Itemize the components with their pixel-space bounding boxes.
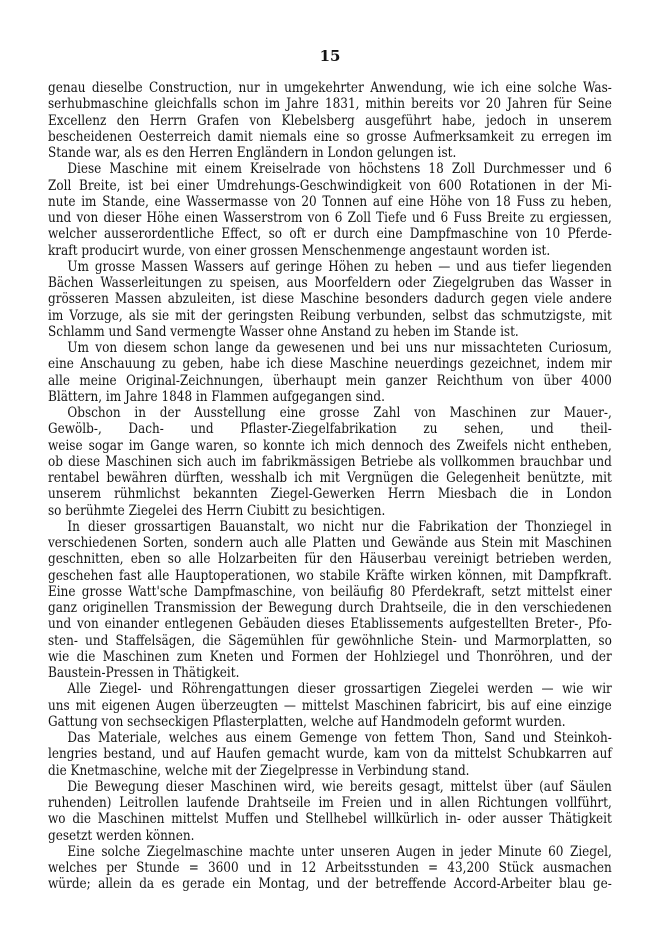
text-line: Diese Maschine mit einem Kreiselrade von höchstens 18 Zoll Durchmesser und 6 bbox=[67, 161, 612, 178]
text-line: wie die Maschinen zum Kneten und Formen der Hohlziegel und Thonröhren, und der bbox=[48, 648, 612, 665]
text-line: Um von diesem schon lange da gewesenen und bei uns nur missachteten Curiosum, bbox=[67, 340, 612, 356]
text-line: rentabel bewähren dürften, wesshalb ich mit Vergnügen die Gelegenheit benützte, mit bbox=[48, 470, 612, 486]
text-line: wo die Maschinen mittelst Muffen und Stellhebel willkürlich in- oder ausser Thätigkeit bbox=[48, 811, 612, 828]
text-line: In dieser grossartigen Bauanstalt, wo nicht nur die Fabrikation der Thonziegel in bbox=[67, 518, 612, 535]
text-line: Um grosse Massen Wassers auf geringe Höhen zu heben — und aus tiefer liegenden bbox=[67, 258, 612, 275]
text-line: nute im Stande, eine Wassermasse von 20 Tonnen auf eine Höhe von 18 Fuss zu heben, bbox=[48, 193, 612, 210]
text-line: Blättern, im Jahre 1848 in Flammen aufgegangen sind. bbox=[48, 388, 385, 405]
text-line: Das Materiale, welches aus einem Gemenge von fettem Thon, Sand und Steinkoh- bbox=[67, 730, 612, 746]
text-line: Obschon in der Ausstellung eine grosse Zahl von Maschinen zur Mauer-, bbox=[67, 405, 612, 421]
text-line: sten- und Staffelsägen, die Sägemühlen für gewöhnliche Stein- und Marmorplatten, so bbox=[48, 632, 612, 649]
text-line: Die Bewegung dieser Maschinen wird, wie bereits gesagt, mittelst über (auf Säulen bbox=[67, 778, 612, 795]
text-line: eine Anschauung zu geben, habe ich diese Maschine neuerdings gezeichnet, indem mir bbox=[48, 356, 612, 373]
text-line: geschnitten, eben so alle Holzarbeiten für den Häuserbau vereinigt betrieben werden, bbox=[48, 551, 612, 568]
text-line: Zoll Breite, ist bei einer Umdrehungs-Geschwindigkeit von 600 Rotationen in der Mi- bbox=[48, 177, 612, 194]
text-line: und von dieser Höhe einen Wasserstrom von 6 Zoll Tiefe und 6 Fuss Breite zu ergiessen, bbox=[48, 210, 612, 226]
text-line: Eine solche Ziegelmaschine machte unter unseren Augen in jeder Minute 60 Ziegel, bbox=[67, 843, 612, 860]
text-line: und von einander entlegenen Gebäuden dieses Etablissements aufgestellten Breter-, Pfo- bbox=[48, 616, 612, 633]
body-text bbox=[48, 80, 612, 893]
text-line: ganz originellen Transmission der Bewegung durch Drahtseile, die in den verschiedenen bbox=[48, 600, 612, 616]
text-line: Gewölb-, Dach- und Pflaster-Ziegelfabrikation zu sehen, und theil- bbox=[48, 421, 612, 438]
text-line: ob diese Maschinen sich auch im fabrikmässigen Betriebe als vollkommen brauchbar und bbox=[48, 453, 612, 470]
text-line: ruhenden) Leitrollen laufende Drahtseile im Freien und in allen Richtungen vollführt, bbox=[48, 795, 612, 811]
text-line: die Knetmaschine, welche mit der Ziegelpresse in Verbindung stand. bbox=[48, 762, 470, 779]
text-line: uns mit eigenen Augen überzeugten — mittelst Maschinen fabricirt, bis auf eine einzige bbox=[48, 697, 612, 714]
text-line: verschiedenen Sorten, sondern auch alle Platten und Gewände aus Stein mit Maschinen bbox=[48, 535, 612, 551]
text-line: weise sogar im Gange waren, so konnte ich mich dennoch des Zweifels nicht entheben, bbox=[48, 437, 612, 454]
text-line: alle meine Original-Zeichnungen, überhaupt mein ganzer Reichthum von über 4000 bbox=[48, 372, 612, 389]
text-line: bescheidenen Oesterreich damit niemals eine so grosse Aufmerksamkeit zu erregen im bbox=[48, 128, 612, 145]
text-line: lengries bestand, und auf Haufen gemacht wurde, kam von da mittelst Schubkarren auf bbox=[48, 746, 612, 763]
text-line: welches per Stunde = 3600 und in 12 Arbeitsstunden = 43,200 Stück ausmachen bbox=[48, 860, 612, 876]
text-line: Bächen Wasserleitungen zu speisen, aus Moorfeldern oder Ziegelgruben das Wasser in bbox=[48, 275, 612, 291]
text-line: genau dieselbe Construction, nur in umgekehrter Anwendung, wie ich eine solche Was- bbox=[48, 80, 612, 96]
text-line: grösseren Massen abzuleiten, ist diese Maschine besonders dadurch gegen viele andere bbox=[48, 291, 612, 308]
text-line: so berühmte Ziegelei des Herrn Ciubitt zu besichtigen. bbox=[48, 502, 386, 519]
text-line: welcher ausserordentliche Effect, so oft er durch eine Dampfmaschine von 10 Pferde- bbox=[48, 226, 612, 243]
text-line: würde; allein da es gerade ein Montag, und der betreffende Accord-Arbeiter blau ge- bbox=[48, 876, 612, 893]
text-line: Eine grosse Watt'sche Dampfmaschine, von beiläufig 80 Pferdekraft, setzt mittelst einer bbox=[48, 583, 612, 600]
text-line: im Vorzuge, als sie mit der geringsten Reibung verbunden, selbst das schmutzigste, mit bbox=[48, 307, 612, 324]
text-line: gesetzt werden können. bbox=[48, 827, 195, 844]
text-line: Schlamm und Sand vermengte Wasser ohne Anstand zu heben im Stande ist. bbox=[48, 323, 519, 340]
text-line: Excellenz den Herrn Grafen von Klebelsberg ausgeführt habe, jedoch in unserem bbox=[48, 112, 612, 129]
text-line: Baustein-Pressen in Thätigkeit. bbox=[48, 665, 240, 681]
text-line: unserem rühmlichst bekannten Ziegel-Gewerken Herrn Miesbach die in London bbox=[48, 486, 612, 503]
text-line: Gattung von sechseckigen Pflasterplatten, welche auf Handmodeln geformt wurden. bbox=[48, 713, 566, 730]
text-line: Stande war, als es den Herren Engländern in London gelungen ist. bbox=[48, 145, 457, 161]
text-line: serhubmaschine gleichfalls schon im Jahre 1831, mithin bereits vor 20 Jahren für Seine bbox=[48, 96, 612, 113]
text-line: Alle Ziegel- und Röhrengattungen dieser grossartigen Ziegelei werden — wie wir bbox=[67, 681, 612, 698]
text-line: geschehen fast alle Hauptoperationen, wo stabile Kräfte wirken können, mit Dampfkraft. bbox=[48, 567, 612, 584]
text-line: kraft producirt wurde, von einer grossen Menschenmenge angestaunt worden ist. bbox=[48, 242, 551, 259]
page-number: 15 bbox=[319, 47, 341, 65]
